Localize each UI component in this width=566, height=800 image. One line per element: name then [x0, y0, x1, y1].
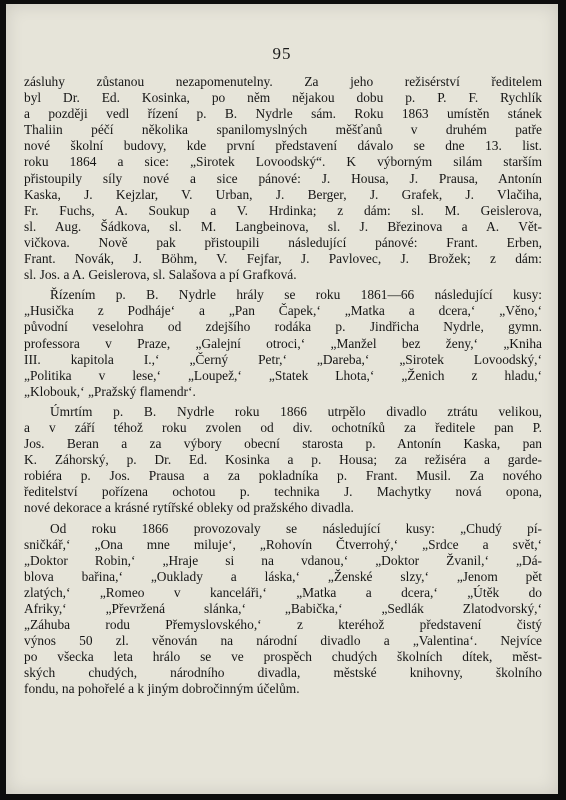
text-line: nové dekorace a krásné rytířské obleky od pražského divadla. — [24, 500, 354, 516]
text-line: roku 1864 a sice: „Sirotek Lovoodský“. K výborným silám starším — [24, 154, 542, 170]
text-line: „Politika v lese,ʻ „Loupež,ʻ „Statek Lhota,ʻ „Ženich z hladu,ʻ — [24, 367, 542, 383]
text-line: Jos. Beran a za výbory obecní starosta p. Antonín Kaska, pan — [24, 436, 542, 452]
text-line: „Doktor Robin,ʻ „Hraje si na vdanou,ʻ „Doktor Žvanil,ʻ „Dá- — [24, 552, 542, 568]
text-line: výnos 50 zl. věnován na národní divadlo a „Valentinaʻ. Nejvíce — [24, 633, 542, 649]
text-line: „Husička z Podhájeʻ a „Pan Čapek,ʻ „Matka a dcera,ʻ „Věno,ʻ — [24, 303, 542, 319]
page-number: 95 — [272, 44, 292, 63]
paragraph — [24, 287, 542, 400]
text-line: Afriky,ʻ „Převržená slánka,ʻ „Babička,ʻ „Sedlák Zlatodvorský,ʻ — [24, 601, 542, 616]
text-line: Frant. Novák, J. Böhm, V. Fejfar, J. Pavlovec, J. Brožek; z dám: — [24, 251, 542, 267]
text-line: přistoupily síly nové a sice pánové: J. Housa, J. Prausa, Antonín — [24, 170, 542, 186]
paragraph — [24, 404, 542, 517]
text-line: Kaska, J. Kejzlar, V. Urban, J. Berger, J. Grafek, J. Vlačiha, — [24, 186, 542, 202]
text-line: původní veselohra od zdejšího rodáka p. Jindřicha Nydrle, gymn. — [24, 319, 542, 335]
paragraph — [24, 521, 542, 698]
text-line: sl. Aug. Šádkova, sl. M. Langbeinova, sl. J. Březinova a A. Vět- — [24, 218, 542, 234]
text-line: professora v Praze, „Galejní otroci,ʻ „Manžel bez ženy,ʻ „Kniha — [24, 335, 542, 351]
text-line: blova bařina,ʻ „Ouklady a láska,ʻ „Ženské slzy,ʻ „Jenom pět — [24, 568, 542, 584]
text-line: „Záhuba rodu Přemyslovského,ʻ z kteréhož představení čistý — [24, 617, 542, 633]
text-line: ských chudých, národního divadla, městské knihovny, školního — [24, 665, 542, 681]
text-line: po všecka leta hrálo se ve prospěch chudých školních dítek, měst- — [24, 649, 542, 665]
paragraph — [24, 74, 542, 283]
text-line: Thaliin péčí několika spanilomyslných měšťanů v druhém patře — [24, 122, 542, 138]
text-line: robiéra p. Jos. Prausa a za pokladníka p. Frant. Musil. Za nového — [24, 468, 542, 484]
text-line: Úmrtím p. B. Nydrle roku 1866 utrpělo divadlo ztrátu velikou, — [50, 403, 542, 419]
text-line: sl. Jos. a A. Geislerova, sl. Salašova a pí Grafková. — [24, 267, 297, 283]
text-line: „Klobouk,ʻ „Pražský flamendrʻ. — [24, 383, 196, 399]
text-line: Od roku 1866 provozovaly se následující kusy: „Chudý pí- — [50, 520, 542, 536]
text-line: fondu, na pohořelé a k jiným dobročinným účelům. — [24, 681, 300, 697]
book-page — [6, 4, 558, 794]
text-line: ředitelství pořízena ochotou p. technika J. Machytky nová opona, — [24, 484, 542, 500]
text-line: sničkář,ʻ „Ona mne milujeʻ, „Rohovín Čtverrohý,ʻ „Srdce a svět,ʻ — [24, 536, 542, 552]
text-line: zásluhy zůstanou nezapomenutelny. Za jeho režisérství ředitelem — [24, 74, 542, 89]
text-line: K. Záhorský, p. Dr. Ed. Kosinka a p. Housa; za režiséra a garde- — [24, 452, 542, 468]
text-line: Řízením p. B. Nydrle hrály se roku 1861—66 následující kusy: — [50, 287, 542, 303]
text-line: nové školní budovy, kde první představení dávalo se dne 13. list. — [24, 138, 542, 154]
text-line: Fr. Fuchs, A. Soukup a V. Hrdinka; z dám: sl. M. Geislerova, — [24, 202, 542, 218]
body-text — [24, 74, 542, 698]
text-line: a později vedl řízení p. B. Nydrle sám. Roku 1863 umístěn stánek — [24, 106, 542, 122]
text-line: byl Dr. Ed. Kosinka, po něm nějakou dobu p. P. F. Rychlík — [24, 90, 542, 106]
text-line: zlatých,ʻ „Romeo v kanceláři,ʻ „Matka a dcera,ʻ „Útěk do — [24, 584, 542, 600]
text-line: III. kapitola I.,ʻ „Černý Petr,ʻ „Dareba,ʻ „Sirotek Lovoodský,ʻ — [24, 351, 542, 367]
text-line: vičkova. Nově pak přistoupili následující pánové: Frant. Erben, — [24, 234, 542, 250]
text-line: a v září téhož roku zvolen od div. ochotníků za ředitele pan P. — [24, 419, 542, 435]
